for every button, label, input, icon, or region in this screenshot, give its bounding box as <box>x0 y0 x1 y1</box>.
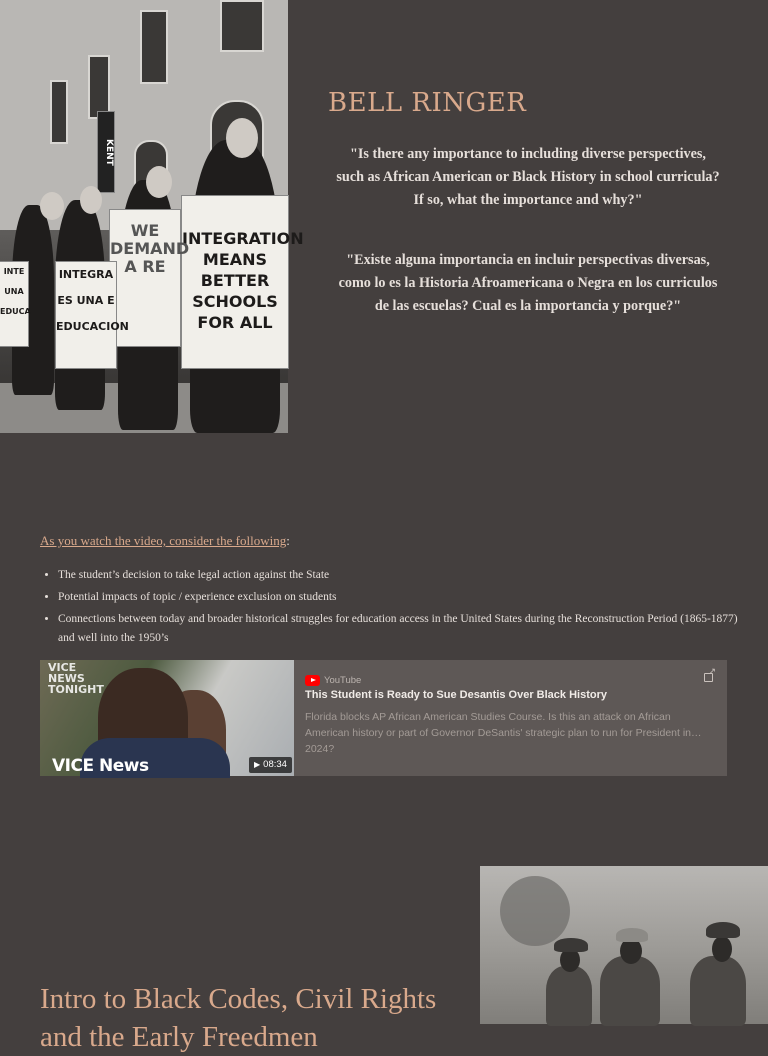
video-thumbnail[interactable] <box>40 660 294 776</box>
consider-list <box>40 566 738 651</box>
list-item: • Potential impacts of topic / experience exclusion on students <box>58 588 738 607</box>
marcher-head <box>40 192 64 220</box>
building-window <box>50 80 68 144</box>
vice-news-logo: VICE News <box>52 756 149 776</box>
protest-sign-text: UNA <box>4 287 24 296</box>
protest-sign-text: WE DEMAND A RE <box>110 221 190 276</box>
video-title[interactable]: This Student is Ready to Sue Desantis Over Black History <box>305 689 607 701</box>
building-window <box>140 10 168 84</box>
freedmen-field-photo <box>480 866 768 1024</box>
photo-person <box>546 966 592 1026</box>
external-link-icon[interactable] <box>704 673 713 682</box>
watch-instructions <box>40 533 290 549</box>
youtube-video-embed[interactable] <box>40 660 727 776</box>
play-icon: ▶ <box>254 760 261 769</box>
watch-instructions-colon: : <box>286 533 290 548</box>
marcher-head <box>146 166 172 198</box>
protest-sign-text: INTEGRA <box>58 268 114 281</box>
photo-person-hat <box>706 922 740 938</box>
video-source <box>305 674 361 686</box>
section-title: Intro to Black Codes, Civil Rights and the Early Freedmen <box>40 983 437 1053</box>
vice-news-tonight-logo: VICE NEWS TONIGHT <box>48 661 104 696</box>
protest-sign-text: ES UNA E <box>57 294 115 307</box>
question-spanish: "Existe alguna importancia en incluir perspectivas diversas, como lo es la Historia Afroamericana o Negra en los curriculos de las escuelas? Cual es la importancia y porque?" <box>338 252 718 314</box>
photo-person-head <box>712 936 732 962</box>
protest-sign-text: EDUCA <box>0 307 31 316</box>
building-window <box>220 0 264 52</box>
list-item: • Connections between today and broader historical struggles for education access in the United States during the Reconstruction Period (1865-1877) and well into the 1950’s <box>58 610 738 648</box>
photo-person <box>690 956 746 1026</box>
photo-tree <box>500 876 570 946</box>
photo-person-hat <box>554 938 588 952</box>
video-description: Florida blocks AP African American Studies Course. Is this an attack on African American history or part of Governor DeSantis' strategic plan to run for President in 2024? <box>305 711 692 755</box>
protest-sign <box>0 262 31 346</box>
protest-sign-integration: INTEGRATION MEANS BETTER SCHOOLS FOR ALL <box>182 196 288 368</box>
protest-march-photo <box>0 0 304 433</box>
marcher-head <box>80 186 102 214</box>
youtube-icon <box>305 675 320 686</box>
list-item: • The student’s decision to take legal action against the State <box>58 566 738 585</box>
protest-sign-text: INTE <box>3 267 25 276</box>
photo-person-hat <box>616 928 648 942</box>
watch-instructions-link[interactable]: As you watch the video, consider the following <box>40 533 287 548</box>
protest-sign-text: EDUCACION <box>56 320 129 333</box>
duration-text: 08:34 <box>263 759 287 770</box>
video-duration-badge <box>249 757 292 773</box>
bell-ringer-title: BELL RINGER <box>328 88 527 118</box>
marcher-head <box>226 118 258 158</box>
video-source-label: YouTube <box>324 674 362 686</box>
photo-person <box>600 956 660 1026</box>
question-english: "Is there any importance to including diverse perspectives, such as African American or Black History in school curricula? If so, what the importance and why?" <box>336 146 720 208</box>
protest-sign <box>56 262 129 368</box>
street-sign: KENT <box>98 112 114 192</box>
building-window <box>88 55 110 119</box>
